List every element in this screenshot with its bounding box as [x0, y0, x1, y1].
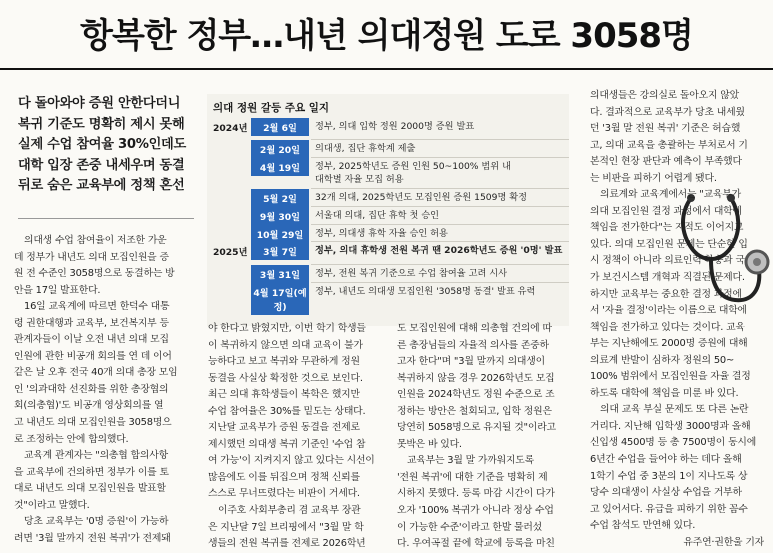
timeline-date: 2월 20일 [251, 140, 309, 158]
article-line: 본적인 현장 판단과 예측이 부족했다 [590, 156, 742, 168]
timeline-row [213, 207, 439, 225]
article-line: 수업 참석도 만연해 있다. [590, 520, 696, 532]
article-line: 정하는 방안은 철회되고, 입학 정원은 [397, 405, 552, 417]
timeline-separator [311, 139, 569, 140]
timeline-year [213, 283, 251, 285]
article-line: 인원을 2024학년도 정원 수준으로 조 [397, 389, 555, 401]
article-line: 야 한다고 밝혔지만, 이번 학기 학생들 [208, 323, 366, 334]
article-line: 다. 결과적으로 교육부가 당초 내세웠 [590, 106, 745, 118]
timeline-date: 2월 6일 [251, 118, 309, 136]
timeline-separator [311, 224, 569, 225]
article-line: 능하다고 보고 복귀와 무관하게 정원 [208, 356, 360, 368]
timeline-year [213, 225, 251, 227]
timeline-row [213, 158, 511, 186]
article-line: 른 총장님들의 자율적 의사를 존중하 [397, 339, 549, 351]
timeline-event-line: 정부, 의대생 휴학 자율 승인 허용 [315, 228, 448, 239]
subhead-divider [18, 218, 194, 219]
timeline-date: 3월 31일 [251, 265, 309, 283]
timeline-date: 10월 29일 [251, 225, 309, 243]
article-line: 의대 교육 부실 문제도 또 다른 논란 [600, 404, 749, 416]
article-line: 있다. 의대 모집인원 문제는 단순한 입 [590, 238, 748, 250]
article-line: 대로 내년도 의대 모집인원을 발표할 [14, 483, 166, 495]
article-line: 로 조정하는 안에 합의했다. [14, 433, 129, 445]
article-line: 는 비판을 피하기 어렵게 됐다. [590, 172, 717, 184]
article-line: 관계자들이 이날 오전 내년 의대 모집 [14, 334, 169, 346]
timeline-event [315, 265, 507, 280]
article-line: 책임을 전가한다"는 지적도 이어지고 [590, 222, 744, 234]
timeline-row [213, 283, 535, 315]
timeline-event-line: 32개 의대, 2025학년도 모집인원 증원 1509명 확정 [315, 192, 528, 203]
timeline-event [315, 140, 415, 155]
timeline-event [315, 225, 448, 240]
article-line: 지난달 교육부가 증원 동결을 전제로 [208, 422, 360, 434]
article-line: 수업 참여율은 30%를 밑도는 상태다. [208, 405, 366, 417]
timeline-event [315, 118, 474, 133]
article-line: 고 있어서다. 유급을 피하기 위한 꼼수 [590, 503, 748, 515]
column-4 [590, 88, 764, 551]
timeline-box [207, 94, 569, 326]
timeline-date: 4월 19일 [251, 158, 309, 176]
article-line: 령 권한대행과 교육부, 보건복지부 등 [14, 317, 169, 329]
headline: 항복한 정부…내년 의대정원 도로 3058명 [80, 15, 693, 56]
timeline-event [315, 283, 535, 298]
article-line: 교육부는 3월 말 가까워지도록 [407, 455, 534, 467]
timeline-event-line: 정부, 전원 복귀 기준으로 수업 참여율 고려 시사 [315, 268, 507, 279]
byline: 유주연·권한울 기자 [683, 536, 764, 548]
article-line: 같은 날 오후 전국 40개 의대 총장 모임 [14, 367, 178, 379]
timeline-date: 3월 7일 [251, 242, 309, 260]
article-line: 거리다. 지난해 입학생 3000명과 올해 [590, 420, 751, 432]
timeline-year [213, 140, 251, 142]
article-line: 동결을 사실상 확정한 것으로 보인다. [208, 372, 363, 384]
subhead-line: 다 돌아와야 증원 안한다더니 [18, 96, 181, 111]
timeline-year [213, 265, 251, 267]
timeline-year [213, 189, 251, 191]
timeline-separator [311, 206, 569, 207]
article-line: 하지만 교육부는 중요한 결정 과정에 [590, 288, 742, 300]
timeline-year [213, 207, 251, 209]
article-line: 원 전 수준인 3058명으로 동결하는 방 [14, 268, 175, 280]
timeline-event-line: 정부, 의대 입학 정원 2000명 증원 발표 [315, 121, 475, 132]
timeline-year: 2024년 [213, 123, 248, 134]
headline-rule [0, 68, 773, 70]
article-line: 생들의 전원 복귀를 전제로 2026학년 [208, 538, 366, 550]
article-line: 회(의총협)'도 비공개 영상회의를 열 [14, 400, 164, 412]
article-line: 교육계 관계자는 "의총협 합의사항 [24, 450, 168, 462]
timeline-event-line: 대학별 자율 모집 허용 [315, 174, 404, 185]
article-line: 고 내년도 의대 모집인원을 3058명으 [14, 417, 172, 429]
timeline-separator [311, 157, 569, 158]
article-line: 최근 의대 휴학생들이 복학은 했지만 [208, 389, 360, 401]
article-line: 책임을 전가하고 있다는 것이다. 교육 [590, 321, 745, 333]
article-line: 인 '의과대학 선진화를 위한 총장협의 [14, 383, 169, 395]
article-line: 16일 교육계에 따르면 한덕수 대통 [24, 301, 170, 313]
article-line: 려면 '3월 말까지 전원 복귀'가 전제돼 [14, 532, 171, 544]
article-line: 못박은 바 있다. [397, 438, 462, 450]
timeline-event-line: 정부, 의대 휴학생 전원 복귀 땐 2026학년도 증원 '0명' 발표 [315, 245, 563, 256]
article-line: 시하지 못했다. 등록 마감 시간이 다가 [397, 488, 555, 500]
article-line: 데 정부가 내년도 의대 모집인원을 증 [14, 251, 169, 263]
article-line: 신입생 4500명 등 총 7500명이 동시에 [590, 437, 757, 449]
article-line: 던 '3월 말 전원 복귀' 기준은 허습했 [590, 123, 741, 135]
article-line: 당연히 5058명으로 유지될 것"이라고 [397, 422, 556, 434]
article-line: 가 보건시스템 개혁과 직결된 문제다. [590, 272, 745, 284]
article-line: 여 가능'이 지켜지지 않고 있다는 시선이 [208, 455, 375, 467]
timeline-separator [311, 282, 569, 283]
article-line: 이주호 사회부총리 겸 교육부 장관 [218, 505, 361, 517]
article-line: 이 가능한 수준'이라고 한발 물러섰 [397, 521, 543, 533]
subhead-line: 대학 입장 존중 내세우며 동결 [18, 157, 185, 173]
article-line: 서 '자율 결정'이라는 이름으로 대학에 [590, 305, 747, 317]
article-line: 을 교육부에 건의하면 정부가 이를 토 [14, 466, 169, 478]
article-line: 1학기 수업 중 3분의 1이 지나도록 상 [590, 470, 748, 482]
subhead-line: 실제 수업 참여율 30%인데도 [18, 137, 186, 153]
article-line: 6년간 수업을 들어야 하는 데다 올해 [590, 454, 742, 466]
article-line: 제시했던 의대생 복귀 기준인 '수업 참 [208, 438, 366, 450]
timeline-separator [311, 188, 569, 189]
timeline-row [213, 265, 507, 283]
timeline-event-line: 정부, 내년도 의대생 모집인원 '3058명 동결' 발표 유력 [315, 286, 536, 297]
subhead-line: 뒤로 숨은 교육부에 정책 혼선 [18, 178, 185, 194]
timeline-event [315, 158, 511, 186]
article-line: 은 지난달 7일 브리핑에서 "3월 말 학 [208, 521, 364, 533]
article-line: 의료계 반발이 심하자 정원의 50~ [590, 354, 735, 366]
article-line: 스스로 무너뜨렸다는 비판이 거세다. [208, 488, 360, 500]
article-line: 의대 모집인원 결정 과정에서 대학에 [590, 205, 742, 217]
timeline-row [213, 140, 415, 158]
article-line: 부는 지난해에도 2000명 증원에 대해 [590, 338, 748, 350]
article-line: 다. 우여곡절 끝에 학교에 등록을 마친 [397, 538, 555, 550]
timeline-year [213, 158, 251, 160]
timeline-title: 의대 정원 갈등 주요 일지 [213, 102, 330, 114]
timeline-event-line: 서울대 의대, 집단 휴학 첫 승인 [315, 210, 440, 221]
article-line: 복귀하지 않을 경우 2026학년도 모집 [397, 372, 555, 384]
timeline-year: 2025년 [213, 247, 248, 258]
timeline-row [213, 242, 562, 260]
timeline-event-line: 의대생, 집단 휴학계 제출 [315, 143, 416, 154]
subheadline [18, 94, 198, 197]
article-line: 의료계와 교육계에서는 "교육부가 [600, 189, 741, 201]
column-1 [14, 233, 197, 547]
article-line: 당초 교육부는 '0명 증원'이 가능하 [24, 516, 169, 528]
article-line: 이 복귀하지 않으면 의대 교육이 불가 [208, 339, 363, 351]
article-line: 하도록 대학에 책임을 미룬 바 있다. [590, 387, 739, 399]
timeline-event [315, 242, 562, 257]
timeline-event [315, 207, 439, 222]
article-line: '전원 복귀'에 대한 기준을 명확히 제 [397, 471, 548, 483]
article-line: 오자 '100% 복귀가 아니라 정상 수업 [397, 505, 554, 517]
column-3 [397, 321, 577, 553]
article-line: 도 모집인원에 대해 의총협 건의에 따 [397, 323, 552, 334]
article-line: 100% 범위에서 모집인원을 자율 결정 [590, 371, 751, 383]
column-2 [208, 321, 388, 553]
subhead-line: 복귀 기준도 명확히 제시 못해 [18, 116, 185, 132]
timeline-event-line: 정부, 2025학년도 증원 인원 50~100% 범위 내 [315, 161, 511, 172]
article-line: 것"이라고 말했다. [14, 499, 90, 511]
article-line: 의대생들은 강의실로 돌아오지 않았 [590, 90, 739, 101]
article-line: 많음에도 이를 뒤집으며 정책 신뢰를 [208, 471, 360, 483]
timeline-date: 9월 30일 [251, 207, 309, 225]
article-line: 의대생 수업 참여율이 저조한 가운 [24, 235, 167, 246]
timeline-separator [311, 241, 569, 242]
timeline-row [213, 118, 474, 136]
article-line: 고자 한다"며 "3월 말까지 의대생이 [397, 356, 545, 368]
article-line: 고, 의대 교육을 총괄하는 부처로서 기 [590, 139, 748, 151]
article-line: 당수 의대생이 사실상 수업을 거부하 [590, 487, 742, 499]
timeline-date: 4월 17일(예정) [251, 283, 309, 315]
timeline-separator [311, 264, 569, 265]
timeline-row [213, 189, 527, 207]
timeline-event [315, 189, 527, 204]
article-line: 인원에 관한 비공개 회의를 연 데 이어 [14, 350, 172, 362]
article-line: 시 정책이 아니라 의료인력 확충과 국 [590, 255, 745, 267]
timeline-date: 5월 2일 [251, 189, 309, 207]
article-line: 안을 17일 발표한다. [14, 284, 101, 296]
